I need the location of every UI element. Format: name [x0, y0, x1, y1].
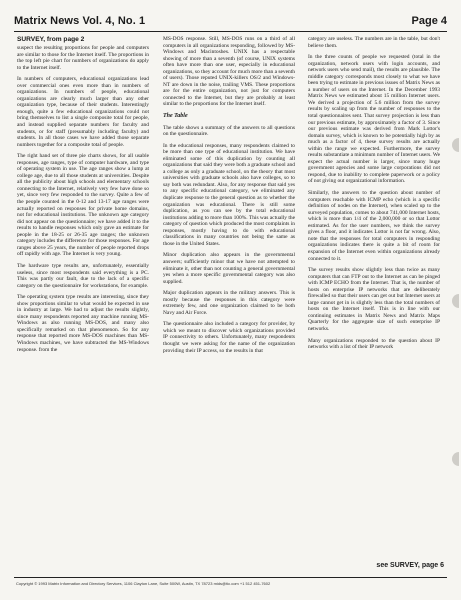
- paragraph: The hardware type results are, unfortunately, essentially useless, since most respondents said everything is a PC. This was partly our fault, due to the lack of a specific category on the questionnaire for workstations, for example.: [17, 262, 149, 289]
- header-rule: [14, 31, 447, 32]
- newsletter-title: Matrix News Vol. 4, No. 1: [14, 15, 146, 27]
- paragraph: The survey results show slightly less than twice as many computers that can FTP out to the Internet as can be pinged with ICMP ECHO from the Internet. That is, the number of hosts on enterprise IP networks that are deliberately firewalled so that their users can get out but Internet users at large cannot get in is slightly less than the total numbers of hosts on the Internet itself. This is in line with our continuing estimates in Matrix News and Matrix Maps Quarterly for the aggregate size of such enterprise IP networks.: [308, 267, 440, 332]
- paragraph: MS-DOS response. Still, MS-DOS runs on a third of all computers in all organizations responding, followed by MS-Windows and Macintoshes. UNIX has a respectable showing of more than a seventh (of course, UNIX systems often have more than one user, especially in educational organizations, so they account for much more than a seventh of users). Those reputed UNIX-killers OS/2 and Windows-NT are down in the noise, trailing VMS. These proportions are for the entire organization, not just for computers connected to the Internet, but they are probably at least similar to the proportions for the Internet itself.: [163, 36, 295, 108]
- binder-hole: [452, 452, 459, 466]
- page-header: [14, 5, 447, 27]
- column-1: [17, 36, 149, 358]
- continuation-link[interactable]: see SURVEY, page 6: [376, 562, 444, 569]
- paragraph: Many organizations responded to the question about IP networks with a list of their IP network: [308, 337, 440, 351]
- binder-hole: [452, 138, 459, 152]
- paragraph: In numbers of computers, educational organizations lead over commercial ones even more than in numbers of organizations. In numbers of people, educational organizations are clearly much larger than any other organization type, because of their students. Interestingly enough, quite a few educational organizations could not bring themselves to list a single composite total for people, and instead supplied separate numbers for faculty and students, or for staff (presumably including faculty) and students. In all those cases we have added those separate numbers together for a composite total of people.: [17, 76, 149, 148]
- binder-hole: [452, 294, 459, 308]
- subheading-the-table: The Table: [163, 113, 188, 120]
- paragraph: In the educational responses, many respondents claimed to be more than one type of educational institution. We have eliminated some of this duplication by counting all organizations that said they were both a graduate school and a college as only a graduate school, on the theory that most universities with graduate schools also have colleges, so to say both was redundant. Also, for any response that said yes to any specific educational category, we eliminated any duplicate response to the general question as to whether the organization was educational. There is still some duplication, as you can see by the total educational institutions adding to more than 100%. This was actually the category of question which produced the most complaints in responses, mostly having to do with educational classifications in many countries not being the same as those in the United States.: [163, 142, 295, 247]
- paragraph: Major duplication appears in the military answers. This is mostly because the responses in this category were extremely few, and one organization claimed to be both Navy and Air Force.: [163, 290, 295, 316]
- column-3: [308, 36, 440, 356]
- paragraph: Similarly, the answers to the question about number of computers reachable with ICMP echo (which is a specific definition of nodes on the Internet), when scaled up to the surveyed population, comes to about 741,000 Internet hosts, which is more than 1/4 of the 2,000,000 or so that Lottor estimated. As for the user numbers, we think the survey gives a floor, and it indicates Lottor is not far wrong. Also, note that the responses for total computers in responding organizations indicates there is quite a bit of room for expansion of the Internet even within organizations already connected to it.: [308, 190, 440, 262]
- section-heading: SURVEY, from page 2: [17, 36, 85, 43]
- column-2: [163, 36, 295, 359]
- paragraph: Minor duplication also appears in the governmental answers; sufficiently minor that we have not attempted to eliminate it, other than not counting a general governmental yes when a more specific governmental category was also supplied.: [163, 252, 295, 285]
- paragraph: The table shows a summary of the answers to all questions on the questionnaire.: [163, 124, 295, 138]
- paragraph: category are useless. The numbers are in the table, but don't believe them.: [308, 36, 440, 49]
- paragraph: The questionnaire also included a category for provider, by which we meant to discover which organizations provided IP connectivity to others. Unfortunately, many respondents thought we were asking for the name of the organization providing their IP access, so the results in that: [163, 321, 295, 354]
- paragraph: The right hand set of three pie charts shows, for all usable responses, age ranges, type of computer hardware, and type of operating system in use. The age ranges show a lump at college age, due to all those students at universities. Despite all the publicity about high schools and elementary schools connecting to the Internet, relatively very few have done so yet, since very few responded to the survey. Quite a few of the people counted in the 0-12 and 13-17 age ranges were actually reported on responses for private home domains, not for educational institutions. The unknown age category did not appear on the questionnaire; we have added it to the results to handle responses which only gave an estimate for people in the 18-25 or 26-35 age ranges; the unknown category includes the difference for those responses. For age ranges above 25 years, the number of people reported drops off rapidly with age. The Internet is very young.: [17, 153, 149, 258]
- footer-rule: [14, 577, 447, 578]
- page-number: Page 4: [411, 15, 447, 27]
- paragraph: The operating system type results are interesting, since they show proportions similar to what would be expected in use in industry at large. We had to adjust the results slightly, since many respondents reported any machine running MS-Windows as also running MS-DOS, and many also specifically remarked on that phenomenon. So for any response that reported more MS-DOS machines than MS-Windows machines, we have subtracted the MS-Windows response. from the: [17, 294, 149, 353]
- copyright-footer: Copyright © 1993 Matrix Information and Directory Services, 1106 Clayton Lane, Suite 500W, Austin, TX 78723 mids@tic.com +1 512 451-7602: [16, 581, 271, 586]
- paragraph: suspect the resulting proportions for people and computers are similar to those for the Internet itself. The proportions in the top left pie chart for numbers of organizations do apply to the Internet itself.: [17, 45, 149, 71]
- paragraph: In the three counts of people we requested (total in the organization, network users with login accounts, and network users who send mail), the results are plausible. The middle category corresponds most closely to what we have been trying to estimate in previous issues of Matrix News as a number of users on the Internet. In the December 1993 Matrix News we estimated about 15 million Internet users. We derived a projection of 5.6 million from the survey results by scaling up from the number of responses to the total questionnaires sent. That survey projection is less than our previous estimate, by approximately a factor of 3. Since our previous estimate was derived from Mark Lottor's domain survey, which is known to be potentially high by as much as a factor of 4, these survey results are actually within the range we expected. Furthermore, the survey results substantiate a minimum number of Internet users. We expect the actual number is larger, since many huge government agencies and some large corporations did not respond, due to inability to complete paperwork or a policy of not giving out organizational information.: [308, 54, 440, 185]
